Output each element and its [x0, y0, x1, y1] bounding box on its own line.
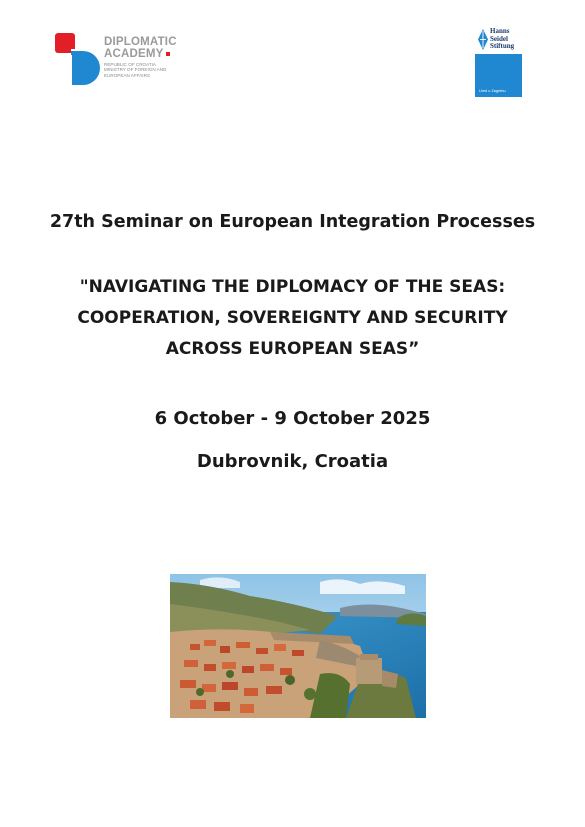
- theme-line-1: "NAVIGATING THE DIPLOMACY OF THE SEAS:: [79, 277, 506, 297]
- event-dates: 6 October - 9 October 2025: [154, 408, 431, 429]
- academy-name: [104, 36, 177, 60]
- hss-name-line3: Stiftung: [490, 42, 515, 51]
- academy-name-line1: DIPLOMATIC: [104, 36, 177, 48]
- diplomatic-academy-logo: [55, 33, 195, 89]
- theme-line-2: COOPERATION, SOVEREIGNTY AND SECURITY: [77, 308, 508, 328]
- hss-office-label: Ured u Zagrebu: [479, 89, 506, 93]
- dubrovnik-photo: [170, 574, 426, 718]
- seminar-theme: [0, 272, 585, 365]
- hss-name-line2: Seidel: [490, 34, 508, 43]
- academy-name-line2: ACADEMY: [104, 48, 164, 60]
- theme-line-3: ACROSS EUROPEAN SEAS”: [165, 339, 420, 359]
- diplomatic-academy-mark-icon: [55, 33, 101, 85]
- event-location: Dubrovnik, Croatia: [196, 451, 389, 472]
- academy-subtitle: [104, 62, 194, 78]
- hss-blue-box: [475, 54, 522, 97]
- academy-subtitle-line2: MINISTRY OF FOREIGN AND: [104, 67, 167, 73]
- hss-name: [490, 28, 514, 51]
- seminar-title: 27th Seminar on European Integration Processes: [49, 212, 536, 232]
- hanns-seidel-stiftung-logo: [475, 27, 523, 98]
- hss-name-line1: Hanns: [490, 27, 510, 35]
- academy-subtitle-line1: REPUBLIC OF CROATIA: [104, 62, 156, 67]
- academy-name-line2-wrap: [104, 48, 177, 60]
- hss-diamond-icon: [478, 29, 488, 50]
- red-dot-icon: [166, 52, 170, 56]
- academy-subtitle-line3: EUROPEAN AFFAIRS: [104, 72, 150, 78]
